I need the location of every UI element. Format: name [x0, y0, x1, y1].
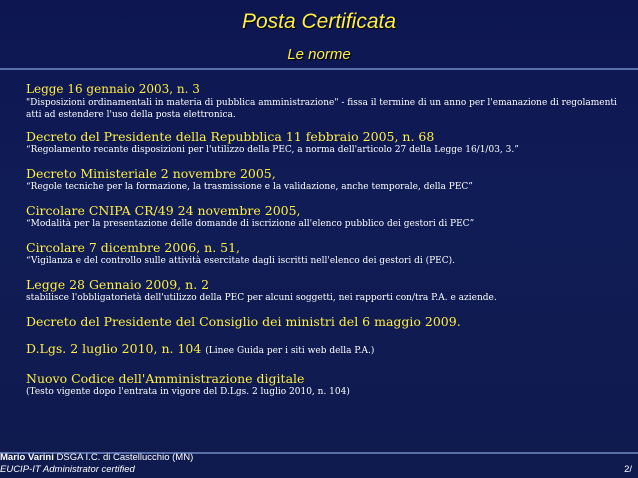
norm-description: stabilisce l'obbligatorietà dell'utilizzo della PEC per alcuni soggetti, nei rapporti con/tra P.A. e aziende.: [26, 293, 497, 303]
norm-description: (Testo vigente dopo l'entrata in vigore del D.Lgs. 2 luglio 2010, n. 104): [26, 387, 350, 397]
norm-item: [26, 82, 626, 121]
norms-list: [26, 82, 626, 404]
norm-item: [26, 341, 626, 359]
norm-item: [26, 166, 626, 193]
norm-title: Nuovo Codice dell'Amministrazione digitale: [26, 371, 305, 386]
slide-subtitle: Le norme: [287, 46, 351, 63]
top-divider: [0, 68, 638, 70]
norm-description: “Vigilanza e del controllo sulle attività esercitate dagli iscritti nell'elenco dei gestori di (PEC).: [26, 256, 455, 266]
norm-item: [26, 203, 626, 230]
norm-inline-note: (Linee Guida per i siti web della P.A.): [205, 346, 375, 356]
norm-item: [26, 314, 626, 329]
norm-description: “Regole tecniche per la formazione, la trasmissione e la validazione, anche temporale, della PEC”: [26, 182, 473, 192]
footer: [0, 452, 638, 478]
norm-description: “Modalità per la presentazione delle domande di iscrizione all'elenco pubblico dei gestori di PEC”: [26, 219, 475, 229]
norm-title: Legge 28 Gennaio 2009, n. 2: [26, 277, 210, 292]
slide-title: Posta Certificata: [241, 10, 397, 33]
page-number: 2/: [624, 464, 632, 475]
norm-title: Circolare 7 dicembre 2006, n. 51,: [26, 240, 241, 255]
norm-title-row: [26, 341, 626, 359]
norm-description: “Regolamento recante disposizioni per l'utilizzo della PEC, a norma dell'articolo 27 della Legge 16/1/03, 3.”: [26, 145, 519, 155]
footer-certification: EUCIP-IT Administrator certified: [0, 464, 135, 475]
norm-title: Legge 16 gennaio 2003, n. 3: [26, 82, 200, 96]
norm-title: Decreto del Presidente della Repubblica 11 febbraio 2005, n. 68: [26, 129, 435, 144]
footer-author-line: [0, 452, 193, 463]
footer-author: Mario Varini: [0, 452, 54, 463]
norm-item: [26, 129, 626, 156]
norm-item: [26, 277, 626, 304]
norm-title: D.Lgs. 2 luglio 2010, n. 104: [26, 341, 202, 356]
norm-item: [26, 240, 626, 267]
norm-description: "Disposizioni ordinamentali in materia di pubblica amministrazione" - fissa il termine di un anno per l'emanazione di regolamenti atti ad estendere l'uso della posta elettronica.: [26, 98, 617, 120]
footer-org: DSGA I.C. di Castellucchio (MN): [56, 452, 194, 463]
norm-item: [26, 371, 626, 398]
norm-title: Decreto Ministeriale 2 novembre 2005,: [26, 166, 276, 181]
norm-title: Circolare CNIPA CR/49 24 novembre 2005,: [26, 203, 301, 218]
norm-title: Decreto del Presidente del Consiglio dei ministri del 6 maggio 2009.: [26, 314, 461, 329]
